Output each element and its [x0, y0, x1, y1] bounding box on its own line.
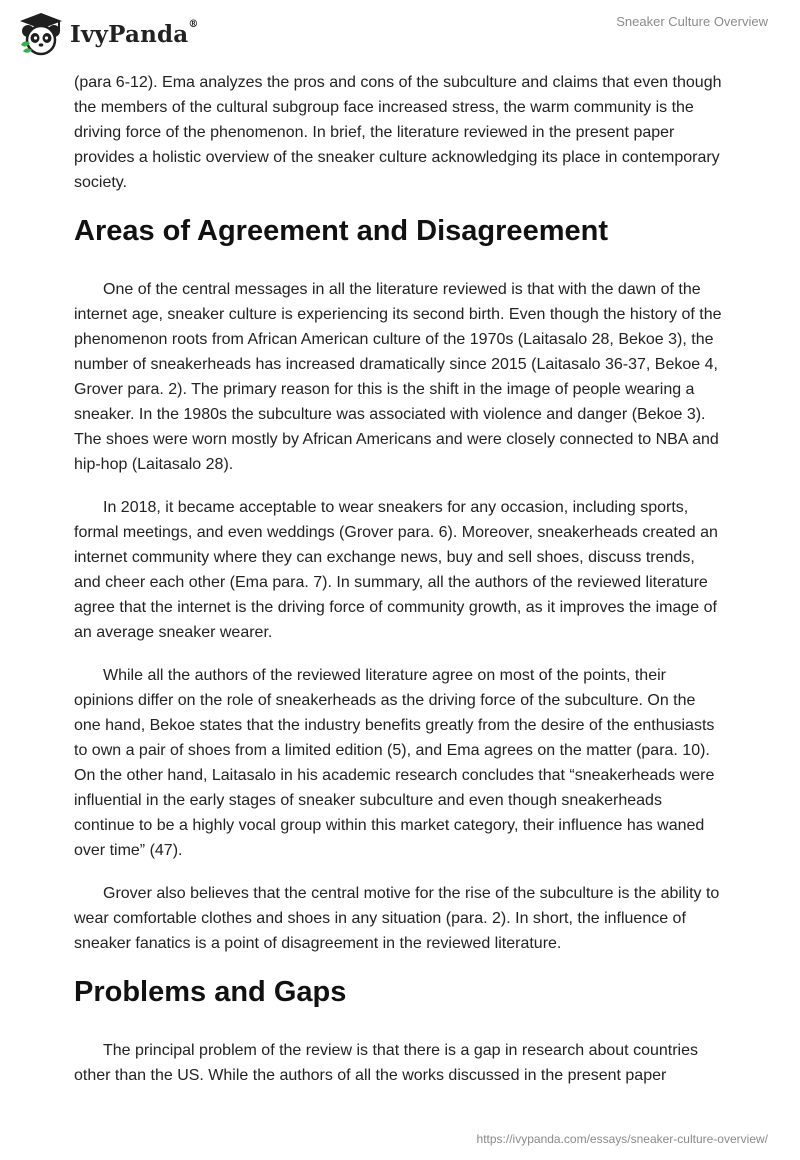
paragraph: While all the authors of the reviewed literature agree on most of the points, their opinions differ on the role of sneakerheads as the driving force of the subculture. On the one hand, Bekoe states that the industry benefits greatly from the desire of the enthusiasts to own a pair of shoes from a limited edition (5), and Ema agrees on the matter (para. 10). On the other hand, Laitasalo in his academic research concludes that “sneakerheads were influential in the early stages of sneaker subculture and even though sneakerheads continue to be a highly vocal group within this market category, their influence has waned over time” (47).	[74, 667, 715, 859]
page-header	[0, 0, 800, 70]
paragraph: In 2018, it became acceptable to wear sneakers for any occasion, including sports, formal meetings, and even weddings (Grover para. 6). Moreover, sneakerheads created an internet community where they can exchange news, buy and sell shoes, discuss trends, and cheer each other (Ema para. 7). In summary, all the authors of the reviewed literature agree that the internet is the driving force of community growth, as it improves the image of an average sneaker wearer.	[74, 499, 718, 641]
paragraph: (para 6-12). Ema analyzes the pros and cons of the subculture and claims that even though the members of the cultural subgroup face increased stress, the warm community is the driving force of the phenomenon. In brief, the literature reviewed in the present paper provides a holistic overview of the sneaker culture acknowledging its place in contemporary society.	[74, 74, 722, 191]
panda-graduate-icon	[18, 11, 64, 57]
paragraph: The principal problem of the review is that there is a gap in research about countries other than the US. While the authors of all the works discussed in the present paper	[74, 1042, 698, 1084]
essay-body	[74, 70, 724, 1106]
paragraph: One of the central messages in all the literature reviewed is that with the dawn of the internet age, sneaker culture is experiencing its second birth. Even though the history of the phenomenon roots from African American culture of the 1970s (Laitasalo 28, Bekoe 3), the number of sneakerheads has increased dramatically since 2015 (Laitasalo 36-37, Bekoe 4, Grover para. 2). The primary reason for this is the shift in the image of people wearing a sneaker. In the 1980s the subculture was associated with violence and danger (Bekoe 3). The shoes were worn mostly by African Americans and were closely connected to NBA and hip-hop (Laitasalo 28).	[74, 281, 722, 473]
paragraph: Grover also believes that the central motive for the rise of the subculture is the ability to wear comfortable clothes and shoes in any situation (para. 2). In short, the influence of sneaker fanatics is a point of disagreement in the reviewed literature.	[74, 885, 720, 952]
ivypanda-logo[interactable]	[18, 10, 199, 58]
source-url[interactable]: https://ivypanda.com/essays/sneaker-culture-overview/	[476, 1132, 768, 1146]
section-heading-problems: Problems and Gaps	[74, 976, 347, 1008]
logo-text: IvyPanda®	[70, 18, 199, 48]
section-heading-agreement: Areas of Agreement and Disagreement	[74, 215, 608, 247]
document-title: Sneaker Culture Overview	[616, 14, 768, 29]
